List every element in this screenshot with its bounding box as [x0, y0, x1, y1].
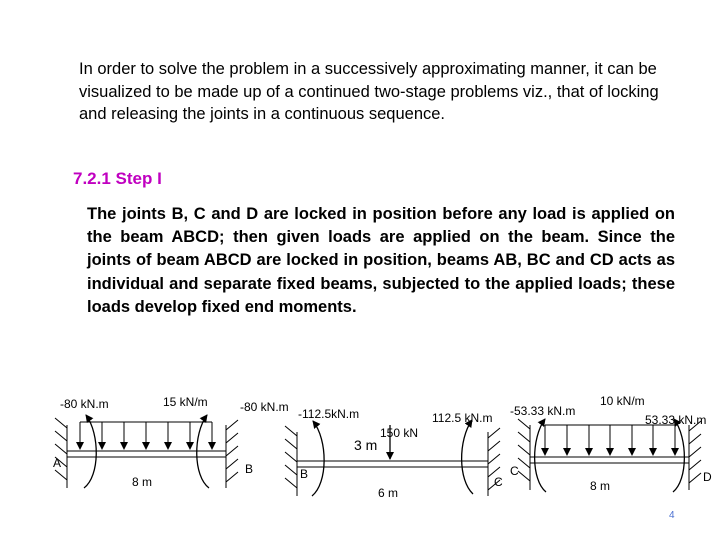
beam-bc-span-label: 6 m [378, 486, 399, 500]
beam-bc-left-moment-arrow [312, 421, 324, 496]
beam-cd-left-support [518, 419, 530, 490]
beam-cd-udl [545, 425, 675, 455]
beam-bc-group [285, 407, 503, 500]
beam-cd-group [510, 394, 712, 493]
joint-b-label-2: B [300, 467, 309, 481]
beam-ab-group [53, 395, 289, 489]
beam-cd [530, 457, 689, 463]
page-number: 4 [669, 510, 675, 521]
beam-cd-right-moment-label: 53.33 kN.m [645, 413, 707, 427]
beam-ab-left-moment-label: -80 kN.m [60, 397, 109, 411]
beam-cd-load-label: 10 kN/m [600, 394, 645, 408]
beam-bc-right-moment-label: 112.5 kN.m [432, 411, 493, 425]
beam-bc-point-load-label: 150 kN [380, 426, 419, 440]
joint-d-label: D [703, 470, 712, 484]
beam-ab-right-support [226, 420, 238, 488]
beam-cd-left-moment-label: -53.33 kN.m [510, 404, 576, 418]
beam-cd-left-moment-arrow [535, 419, 546, 492]
beam-ab [67, 451, 226, 457]
beam-bc-left-moment-label: -112.5kN.m [298, 407, 360, 421]
section-heading: 7.2.1 Step I [73, 169, 162, 188]
beam-ab-right-moment-label: -80 kN.m [240, 400, 289, 414]
beam-ab-span-label: 8 m [132, 475, 153, 489]
beam-bc-left-support [285, 426, 297, 496]
beam-ab-left-support [55, 418, 67, 488]
beam-ab-udl [80, 422, 212, 449]
joint-b-label-1: B [245, 462, 254, 476]
joint-a-label: A [53, 456, 62, 470]
beam-cd-right-support [689, 421, 701, 490]
beam-bc-right-moment-arrow [462, 420, 473, 494]
beam-bc [297, 461, 488, 467]
intro-paragraph: In order to solve the problem in a successively approximating manner, it can be visualized to be made up of a continued two-stage problems viz., that of locking and releasing the joints in a continuous sequence. [79, 60, 659, 123]
beam-cd-span-label: 8 m [590, 479, 611, 493]
joint-c-label-2: C [510, 464, 519, 478]
beam-bc-load-distance-label: 3 m [354, 437, 378, 453]
body-paragraph: The joints B, C and D are locked in position before any load is applied on the beam ABCD; then given loads are applied on the beam. Since the joints of beam ABCD are locked in position, beams AB, BC and CD acts as individual and separate fixed beams, subjected to the applied loads; these loads develop fixed end moments. [87, 205, 675, 316]
beam-ab-load-label: 15 kN/m [163, 395, 208, 409]
joint-c-label-1: C [494, 475, 503, 489]
